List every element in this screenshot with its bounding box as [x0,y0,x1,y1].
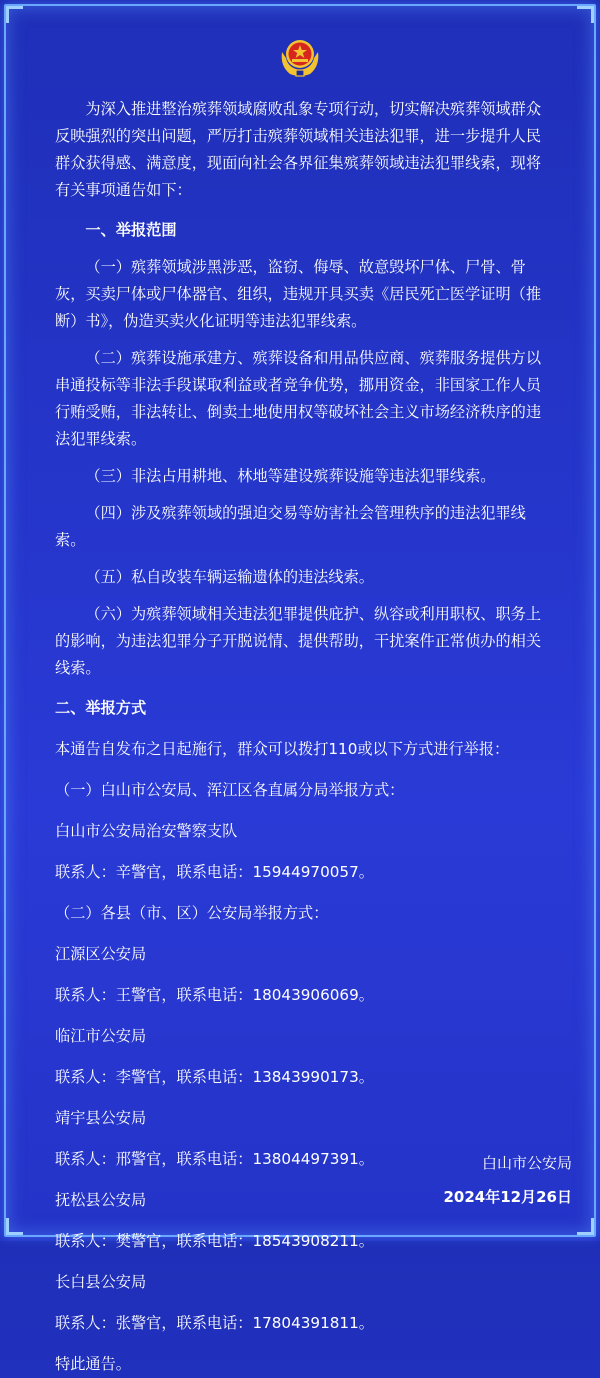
scope-item: （六）为殡葬领域相关违法犯罪提供庇护、纵容或利用职权、职务上的影响，为违法犯罪分子开脱说情、提供帮助，干扰案件正常侦办的相关线索。 [55,605,542,677]
intro-paragraph: 为深入推进整治殡葬领域腐败乱象专项行动，切实解决殡葬领域群众反映强烈的突出问题，严厉打击殡葬领域相关违法犯罪，进一步提升人民群众获得感、满意度，现面向社会各界征集殡葬领域违法犯罪线索，现将有关事项通告如下： [55,100,542,199]
methods-subheading: （二）各县（市、区）公安局举报方式： [55,904,329,922]
signature-date: 2024年12月26日 [443,1188,572,1206]
methods-subheading: （一）白山市公安局、浑江区各直属分局举报方式： [55,781,405,799]
scope-item: （四）涉及殡葬领域的强迫交易等妨害社会管理秩序的违法犯罪线索。 [55,504,526,549]
unit-name: 临江市公安局 [55,1027,147,1045]
unit-contact: 联系人：张警官，联系电话：17804391811。 [55,1314,374,1332]
unit-contact: 联系人：辛警官，联系电话：15944970057。 [55,863,374,881]
scope-item: （五）私自改装车辆运输遗体的违法线索。 [85,568,374,586]
scope-item: （二）殡葬设施承建方、殡葬设备和用品供应商、殡葬服务提供方以串通投标等非法手段谋取利益或者竞争优势，挪用资金，非国家工作人员行贿受贿，非法转让、倒卖土地使用权等破坏社会主义市场经济秩序的违法犯罪线索。 [55,349,542,448]
unit-name: 靖宇县公安局 [55,1109,147,1127]
unit-contact: 联系人：王警官，联系电话：18043906069。 [55,986,374,1004]
unit-contact: 联系人：李警官，联系电话：13843990173。 [55,1068,374,1086]
section-heading-methods: 二、举报方式 [55,699,147,717]
unit-name: 江源区公安局 [55,945,147,963]
unit-name: 长白县公安局 [55,1273,147,1291]
closing-text: 特此通告。 [55,1355,131,1373]
scope-item: （一）殡葬领域涉黑涉恶，盗窃、侮辱、故意毁坏尸体、尸骨、骨灰，买卖尸体或尸体器官、组织，违规开具买卖《居民死亡医学证明（推断）书》，伪造买卖火化证明等违法犯罪线索。 [55,258,541,330]
police-emblem-icon [276,32,324,80]
unit-contact: 联系人：樊警官，联系电话：18543908211。 [55,1232,374,1250]
unit-contact: 联系人：邢警官，联系电话：13804497391。 [55,1150,374,1168]
section-heading-scope: 一、举报范围 [85,221,177,239]
frame-corner [577,1218,594,1235]
frame-corner [6,6,23,23]
signature-org: 白山市公安局 [481,1154,572,1172]
unit-name: 抚松县公安局 [55,1191,147,1209]
methods-intro: 本通告自发布之日起施行，群众可以拨打110或以下方式进行举报： [55,740,510,758]
frame-corner [6,1218,23,1235]
frame-corner [577,6,594,23]
scope-item: （三）非法占用耕地、林地等建设殡葬设施等违法犯罪线索。 [85,467,496,485]
unit-name: 白山市公安局治安警察支队 [55,822,238,840]
